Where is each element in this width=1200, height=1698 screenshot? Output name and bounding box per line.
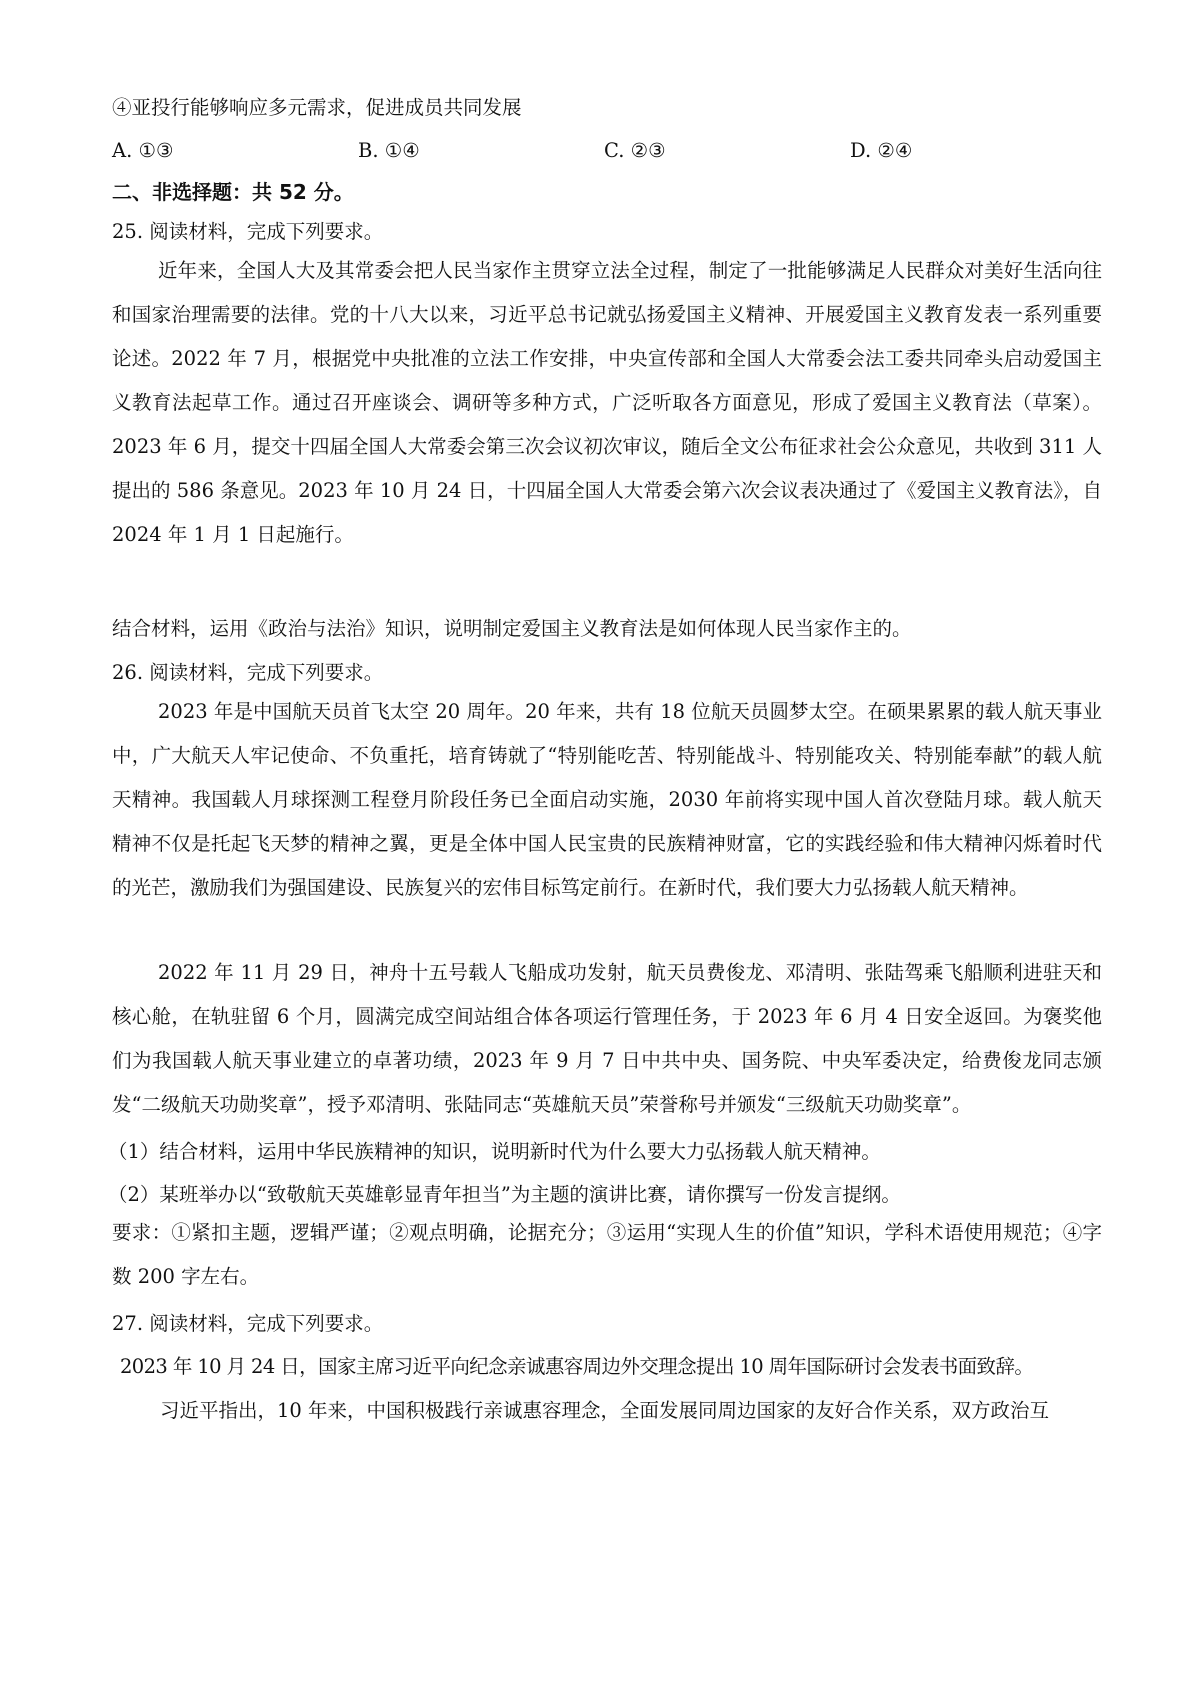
q27-material-line-1: 2023 年 10 月 24 日，国家主席习近平向纪念亲诚惠容周边外交理念提出 10 周年国际研讨会发表书面致辞。 [120,1355,1034,1378]
q25-material: 近年来，全国人大及其常委会把人民当家作主贯穿立法全过程，制定了一批能够满足人民群众对美好生活向往和国家治理需要的法律。党的十八大以来，习近平总书记就弘扬爱国主义精神、开展爱国主义教育发表一系列重要论述。2022 年 7 月，根据党中央批准的立法工作安排，中央宣传部和全国人大常委会法工委共同牵头启动爱国主义教育法起草工作。通过召开座谈会、调研等多种方式，广泛听取各方面意见，形成了爱国主义教育法（草案）。2023 年 6 月，提交十四届全国人大常委会第三次会议初次审议，随后全文公布征求社会公众意见，共收到 311 人提出的 586 条意见。2023 年 10 月 24 日，十四届全国人大常委会第六次会议表决通过了《爱国主义教育法》，自 2024 年 1 月 1 日起施行。 [112,259,1102,546]
section-heading: 二、非选择题：共 52 分。 [112,180,354,204]
q24-item-4: ④亚投行能够响应多元需求，促进成员共同发展 [112,96,522,119]
q26-stem: 26. 阅读材料，完成下列要求。 [112,661,384,684]
q27-material-line-2: 习近平指出，10 年来，中国积极践行亲诚惠容理念，全面发展同周边国家的友好合作关系，双方政治互 [160,1399,1050,1422]
q26-material-1: 2023 年是中国航天员首飞太空 20 周年。20 年来，共有 18 位航天员圆梦太空。在硕果累累的载人航天事业中，广大航天人牢记使命、不负重托，培育铸就了“特别能吃苦、特别能战斗、特别能攻关、特别能奉献”的载人航天精神。我国载人月球探测工程登月阶段任务已全面启动实施，2030 年前将实现中国人首次登陆月球。载人航天精神不仅是托起飞天梦的精神之翼，更是全体中国人民宝贵的民族精神财富，它的实践经验和伟大精神闪烁着时代的光芒，激励我们为强国建设、民族复兴的宏伟目标笃定前行。在新时代，我们要大力弘扬载人航天精神。 [112,700,1102,899]
option-a: A. ①③ [112,139,174,162]
q25-question: 结合材料，运用《政治与法治》知识，说明制定爱国主义教育法是如何体现人民当家作主的。 [112,617,912,640]
q25-stem: 25. 阅读材料，完成下列要求。 [112,220,384,243]
option-c: C. ②③ [604,139,666,162]
q26-subquestion-1: （1）结合材料，运用中华民族精神的知识，说明新时代为什么要大力弘扬载人航天精神。 [108,1140,881,1163]
option-d: D. ②④ [850,139,913,162]
q26-requirements: 要求：①紧扣主题，逻辑严谨；②观点明确，论据充分；③运用“实现人生的价值”知识，学科术语使用规范；④字数 200 字左右。 [112,1221,1102,1288]
option-b: B. ①④ [358,139,420,162]
q26-subquestion-2: （2）某班举办以“致敬航天英雄彰显青年担当”为主题的演讲比赛，请你撰写一份发言提纲。 [108,1183,901,1206]
q26-material-2: 2022 年 11 月 29 日，神舟十五号载人飞船成功发射，航天员费俊龙、邓清明、张陆驾乘飞船顺利进驻天和核心舱，在轨驻留 6 个月，圆满完成空间站组合体各项运行管理任务，于 2023 年 6 月 4 日安全返回。为褒奖他们为我国载人航天事业建立的卓著功绩，2023 年 9 月 7 日中共中央、国务院、中央军委决定，给费俊龙同志颁发“二级航天功勋奖章”，授予邓清明、张陆同志“英雄航天员”荣誉称号并颁发“三级航天功勋奖章”。 [112,961,1102,1116]
q27-stem: 27. 阅读材料，完成下列要求。 [112,1312,384,1335]
